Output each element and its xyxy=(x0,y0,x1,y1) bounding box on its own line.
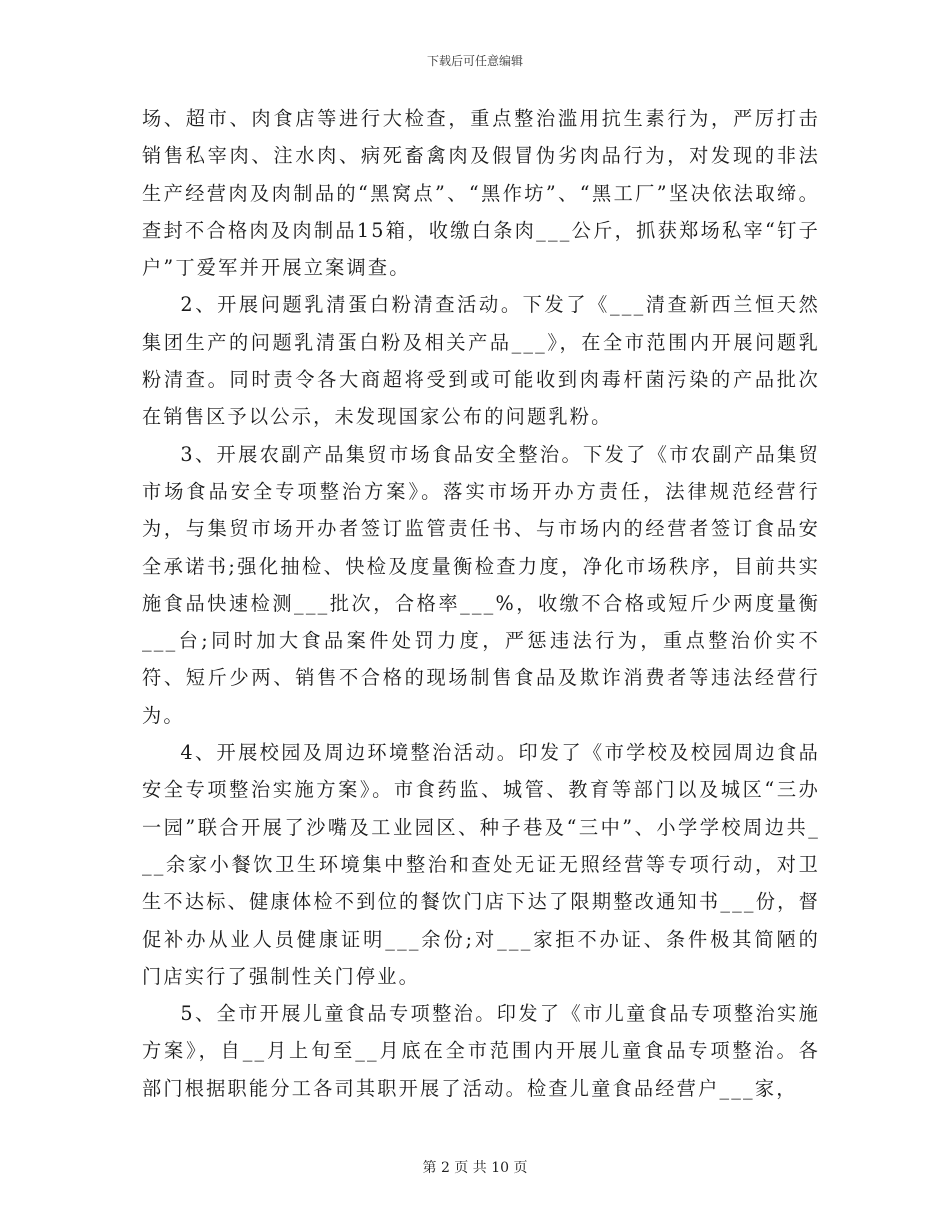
paragraph-continuation: 场、超市、肉食店等进行大检查，重点整治滥用抗生素行为，严厉打击销售私宰肉、注水肉、病死畜禽肉及假冒伪劣肉品行为，对发现的非法生产经营肉及肉制品的“黑窝点”、“黑作坊”、“黑工厂”坚决依法取缔。查封不合格肉及肉制品15箱，收缴白条肉___公斤，抓获郑场私宰“钉子户”丁爱军并开展立案调查。 xyxy=(142,107,820,280)
paragraph-item-2: 2、开展问题乳清蛋白粉清查活动。下发了《___清查新西兰恒天然集团生产的问题乳清蛋白粉及相关产品___》，在全市范围内开展问题乳粉清查。同时责令各大商超将受到或可能收到肉毒杆菌污染的产品批次在销售区予以公示，未发现国家公布的问题乳粉。 xyxy=(142,293,820,429)
paragraph-item-4: 4、开展校园及周边环境整治活动。印发了《市学校及校园周边食品安全专项整治实施方案》。市食药监、城管、教育等部门以及城区“三办一园”联合开展了沙嘴及工业园区、种子巷及“三中”、小学学校周边共___余家小餐饮卫生环境集中整治和查处无证无照经营等专项行动，对卫生不达标、健康体检不到位的餐饮门店下达了限期整改通知书___份，督促补办从业人员健康证明___余份;对___家拒不办证、条件极其简陋的门店实行了强制性关门停业。 xyxy=(142,741,820,988)
paragraph-item-3: 3、开展农副产品集贸市场食品安全整治。下发了《市农副产品集贸市场食品安全专项整治方案》。落实市场开办方责任，法律规范经营行为，与集贸市场开办者签订监管责任书、与市场内的经营者签订食品安全承诺书;强化抽检、快检及度量衡检查力度，净化市场秩序，目前共实施食品快速检测___批次，合格率___%，收缴不合格或短斤少两度量衡___台;同时加大食品案件处罚力度，严惩违法行为，重点整治价实不符、短斤少两、销售不合格的现场制售食品及欺诈消费者等违法经营行为。 xyxy=(142,442,820,727)
page-number-footer: 第 2 页 共 10 页 xyxy=(422,1160,528,1176)
document-body xyxy=(142,100,820,1107)
paragraph-item-5: 5、全市开展儿童食品专项整治。印发了《市儿童食品专项整治实施方案》，自__月上旬至__月底在全市范围内开展儿童食品专项整治。各部门根据职能分工各司其职开展了活动。检查儿童食品经营户___家， xyxy=(142,1002,820,1100)
page-header: 下载后可任意编辑 xyxy=(426,54,523,68)
